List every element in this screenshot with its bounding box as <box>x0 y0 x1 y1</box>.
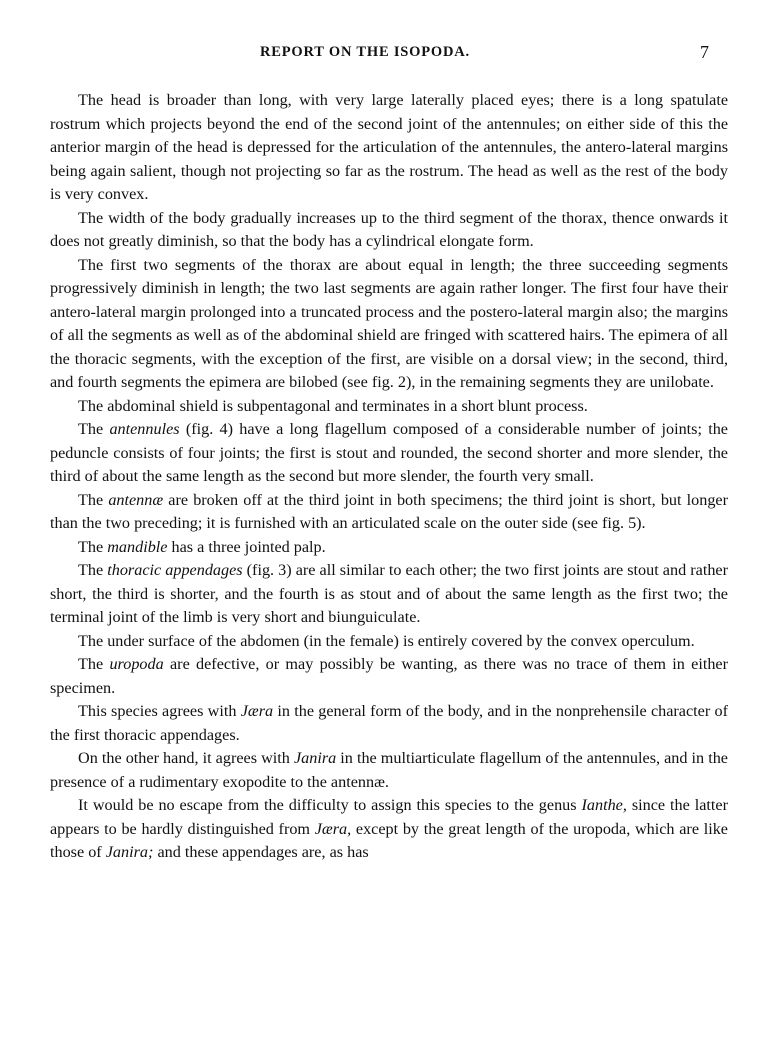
italic-term: uropoda <box>109 655 164 673</box>
paragraph <box>50 254 728 395</box>
text-run: in the general form of the body, and in the nonprehensile character of the first thoracic appendages. <box>50 702 728 744</box>
text-run: The <box>78 655 110 673</box>
italic-term: mandible <box>107 537 168 556</box>
paragraph <box>50 559 728 630</box>
italic-term: thoracic appendages <box>107 561 243 579</box>
paragraph <box>50 207 728 254</box>
text-run: since the latter appears to be hardly distinguished from <box>50 796 728 838</box>
text-run: On the other hand, it agrees with <box>78 749 294 767</box>
italic-term: Janira <box>293 749 337 767</box>
text-run: The <box>78 561 108 579</box>
page-number: 7 <box>700 42 709 62</box>
text-run: in the multiarticulate flagellum of the antennules, and in the presence of a rudimentary exopodite to the antennæ. <box>50 749 728 791</box>
text-run: and these appendages are, as has <box>153 843 369 861</box>
text-run: are broken off at the third joint in both specimens; the third joint is short, but longer than the two preceding; it is furnished with an articulated scale on the outer side (see fig. 5). <box>50 490 729 532</box>
text-run: The head is broader than long, with very large laterally placed eyes; there is a long spatulate rostrum which projects beyond the end of the second joint of the antennules; on either side of this the anterior margin of the head is depressed for the articulation of the antennules, the antero-lateral margins being again salient, though not projecting so far as the rostrum. The head as well as the rest of the body is very convex. <box>50 91 728 203</box>
paragraph <box>50 418 728 489</box>
paragraph <box>50 536 728 560</box>
paragraph <box>50 489 728 536</box>
paragraph <box>50 653 728 700</box>
italic-term: Jæra <box>240 702 274 720</box>
text-run: The first two segments of the thorax are about equal in length; the three succeeding segments progressively diminish in length; the two last segments are again rather longer. The first four have their antero-lateral margin prolonged into a truncated process and the postero-lateral margin also; the margins of all the segments as well as of the abdominal shield are fringed with scattered hairs. The epimera of all the thoracic segments, with the exception of the first, are visible on a dorsal view; in the second, third, and fourth segments the epimera are bilobed (see fig. 2), in the remaining segments they are unilobate. <box>50 255 728 391</box>
text-run: This species agrees with <box>78 702 241 720</box>
text-run: except by the great length of the uropoda, which are like those of <box>50 819 728 861</box>
paragraph <box>50 630 728 654</box>
text-run: It would be no escape from the difficulty to assign this species to the genus <box>78 796 582 814</box>
text-run: has a three jointed palp. <box>167 537 326 556</box>
running-title: REPORT ON THE ISOPODA. <box>260 44 470 60</box>
italic-term: antennules <box>109 420 180 438</box>
text-run: The width of the body gradually increases up to the third segment of the thorax, thence onwards it does not greatly diminish, so that the body has a cylindrical elongate form. <box>50 208 728 250</box>
paragraph <box>50 794 728 865</box>
italic-term: Ianthe, <box>581 796 627 814</box>
paragraph <box>50 395 728 419</box>
italic-term: antennæ <box>108 490 164 509</box>
italic-term: Jæra, <box>314 819 352 838</box>
paragraph <box>50 700 728 747</box>
text-run: The <box>78 537 108 556</box>
paragraph <box>50 747 728 794</box>
text-run: The <box>78 490 109 509</box>
text-run: The abdominal shield is subpentagonal and terminates in a short blunt process. <box>78 396 588 415</box>
text-run: (fig. 4) have a long flagellum composed of a considerable number of joints; the peduncle consists of four joints; the first is stout and rounded, the second shorter and more slender, the third of about the same length as the second but more slender, the fourth very small. <box>50 420 728 485</box>
text-run: The under surface of the abdomen (in the female) is entirely covered by the convex operculum. <box>78 631 695 650</box>
text-run: are defective, or may possibly be wanting, as there was no trace of them in either specimen. <box>50 655 728 697</box>
body-text <box>50 89 728 865</box>
text-run: (fig. 3) are all similar to each other; the two first joints are stout and rather short, the third is shorter, and the fourth is as stout and of about the same length as the first two; the terminal joint of the limb is very short and biunguiculate. <box>50 561 728 626</box>
paragraph <box>50 89 728 207</box>
italic-term: Janira; <box>105 843 154 861</box>
text-run: The <box>78 420 110 438</box>
